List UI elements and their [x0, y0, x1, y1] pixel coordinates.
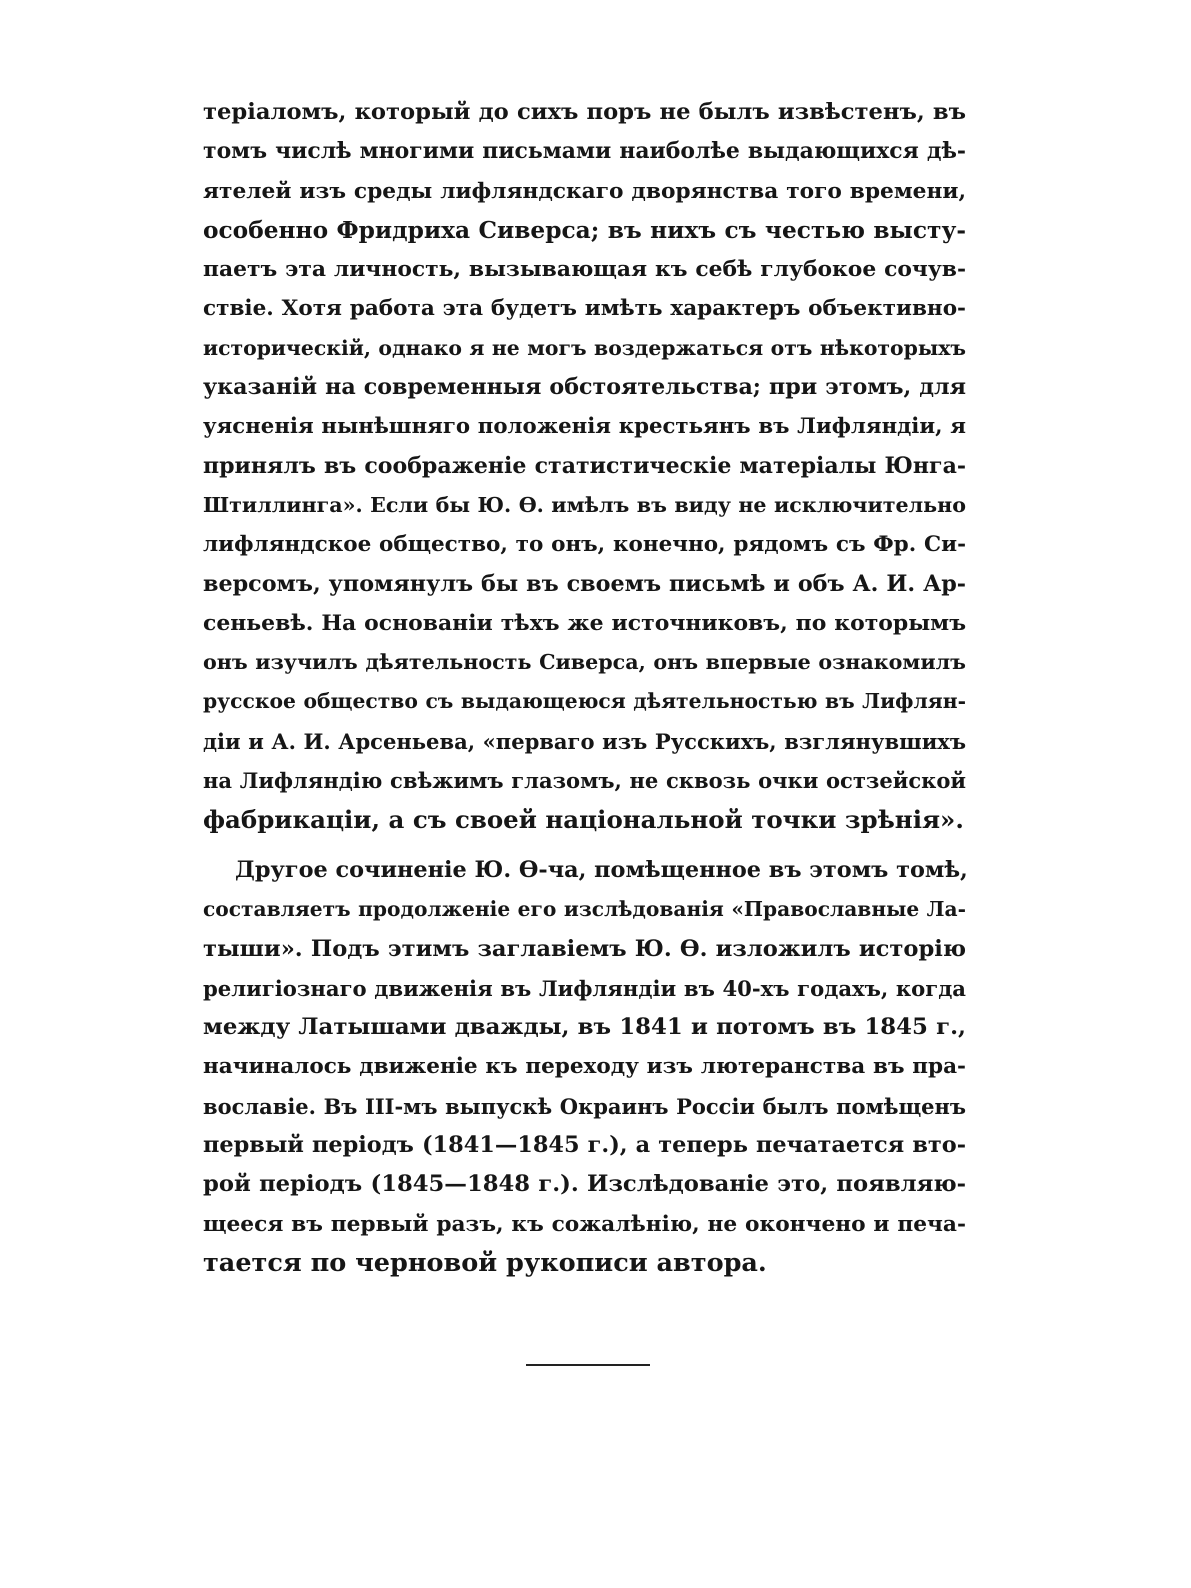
text-line: томъ числѣ многими письмами наиболѣе выдающихся дѣ- — [203, 138, 966, 165]
text-line: особенно Фридриха Сиверса; въ нихъ съ честью высту- — [203, 216, 966, 244]
text-line: паетъ эта личность, вызывающая къ себѣ глубокое сочув- — [203, 257, 966, 283]
text-line: составляетъ продолженіе его изслѣдованія «Православные Ла- — [203, 897, 966, 922]
text-line: русское общество съ выдающеюся дѣятельностью въ Лифлян- — [203, 689, 966, 714]
text-line: фабрикаціи, а съ своей національной точки зрѣнія». — [203, 805, 964, 835]
paragraph-2 — [203, 851, 966, 1283]
text-line: указаній на современныя обстоятельства; при этомъ, для — [203, 374, 966, 401]
text-line: ствіе. Хотя работа эта будетъ имѣть характеръ объективно- — [203, 296, 966, 322]
text-line: тается по черновой рукописи автора. — [203, 1247, 767, 1278]
text-line: принялъ въ соображеніе статистическіе матеріалы Юнга- — [203, 452, 966, 479]
text-line: сеньевѣ. На основаніи тѣхъ же источниковъ, по которымъ — [203, 609, 966, 636]
text-line: между Латышами дважды, въ 1841 и потомъ въ 1845 г., — [203, 1014, 966, 1041]
text-line: тыши». Подъ этимъ заглавіемъ Ю. Ѳ. изложилъ исторію — [203, 935, 966, 962]
text-line: онъ изучилъ дѣятельность Сиверса, онъ впервые ознакомилъ — [203, 650, 966, 675]
text-line: религіознаго движенія въ Лифляндіи въ 40-хъ годахъ, когда — [203, 975, 966, 1001]
text-line: на Лифляндію свѣжимъ глазомъ, не сквозь очки остзейской — [203, 768, 966, 794]
section-end-rule — [526, 1364, 650, 1366]
text-line: Штиллинга». Если бы Ю. Ѳ. имѣлъ въ виду не исключительно — [203, 492, 966, 517]
text-line: уясненія нынѣшняго положенія крестьянъ въ Лифляндіи, я — [203, 414, 966, 440]
text-line: первый періодъ (1841—1845 г.), а теперь печатается вто- — [203, 1132, 966, 1159]
text-line: теріаломъ, который до сихъ поръ не былъ извѣстенъ, въ — [203, 99, 966, 125]
text-line: щееся въ первый разъ, къ сожалѣнію, не окончено и печа- — [203, 1211, 966, 1237]
text-line: ятелей изъ среды лифляндскаго дворянства того времени, — [203, 178, 966, 204]
text-line: вославіе. Въ III-мъ выпускѣ Окраинъ Россіи былъ помѣщенъ — [203, 1093, 966, 1119]
text-line: рой періодъ (1845—1848 г.). Изслѣдованіе это, появляю- — [203, 1171, 966, 1198]
text-line: Другое сочиненіе Ю. Ѳ-ча, помѣщенное въ этомъ томѣ, — [235, 857, 968, 883]
text-line: діи и А. И. Арсеньева, «перваго изъ Русскихъ, взглянувшихъ — [203, 728, 966, 754]
paragraph-1 — [203, 93, 966, 840]
text-line: историческій, однако я не могъ воздержаться отъ нѣкоторыхъ — [203, 335, 966, 360]
text-line: начиналось движеніе къ переходу изъ лютеранства въ пра- — [203, 1054, 966, 1080]
text-line: версомъ, упомянулъ бы въ своемъ письмѣ и объ А. И. Ар- — [203, 570, 966, 597]
text-line: лифляндское общество, то онъ, конечно, рядомъ съ Фр. Си- — [203, 532, 966, 558]
